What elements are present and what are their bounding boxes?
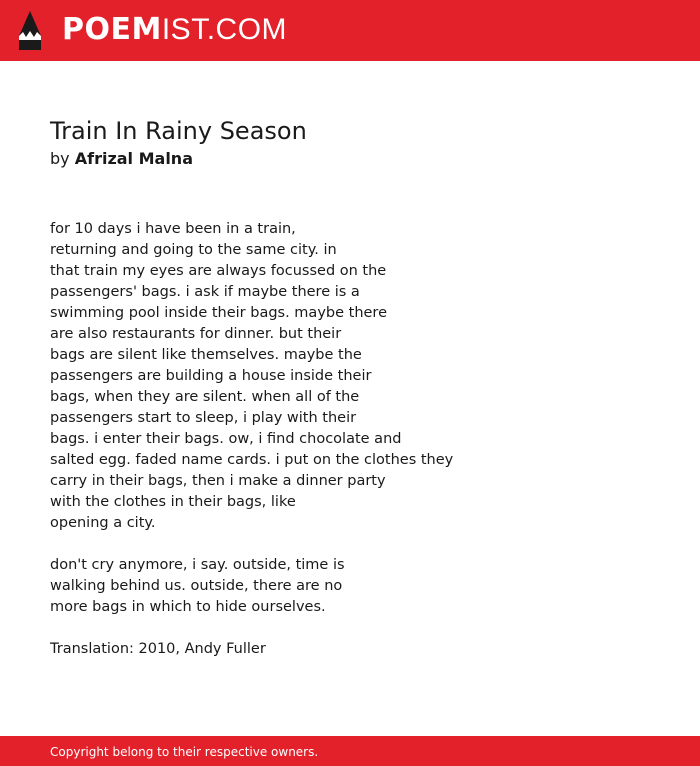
pencil-tip-icon[interactable] (17, 10, 43, 52)
poem-line: bags. i enter their bags. ow, i find chocolate and (50, 431, 402, 447)
poem-line: for 10 days i have been in a train, (50, 221, 296, 237)
site-header (0, 0, 700, 61)
logo-bold-text: POEM (62, 12, 162, 47)
poem-line: walking behind us. outside, there are no (50, 578, 343, 594)
poem-line: are also restaurants for dinner. but their (50, 326, 342, 342)
poem-line: don't cry anymore, i say. outside, time is (50, 557, 345, 573)
poem-line: carry in their bags, then i make a dinner party (50, 473, 386, 489)
poem-line: more bags in which to hide ourselves. (50, 599, 326, 615)
poem-line: passengers are building a house inside their (50, 368, 372, 384)
logo-light-text: IST.COM (161, 13, 288, 46)
poem-body (50, 219, 670, 639)
poem-line: salted egg. faded name cards. i put on the clothes they (50, 452, 454, 468)
poem-line: opening a city. (50, 515, 156, 531)
author-name: Afrizal Malna (74, 149, 193, 168)
poem-line: swimming pool inside their bags. maybe there (50, 305, 387, 321)
poem-line: that train my eyes are always focussed on the (50, 263, 387, 279)
by-label: by (50, 149, 70, 168)
poem-line: returning and going to the same city. in (50, 242, 337, 258)
poem-line: passengers' bags. i ask if maybe there is a (50, 284, 360, 300)
site-logo[interactable] (62, 12, 287, 48)
poem-line: bags, when they are silent. when all of the (50, 389, 360, 405)
poem-line: passengers start to sleep, i play with their (50, 410, 357, 426)
copyright-text: Copyright belong to their respective owners. (50, 745, 319, 759)
poem-stanza (50, 555, 670, 618)
poem-line: with the clothes in their bags, like (50, 494, 296, 510)
poem-title: Train In Rainy Season (50, 117, 307, 145)
translation-credit: Translation: 2010, Andy Fuller (50, 641, 266, 657)
site-footer (0, 736, 700, 766)
byline (50, 148, 193, 170)
poem-line: bags are silent like themselves. maybe the (50, 347, 362, 363)
poem-stanza (50, 219, 670, 534)
